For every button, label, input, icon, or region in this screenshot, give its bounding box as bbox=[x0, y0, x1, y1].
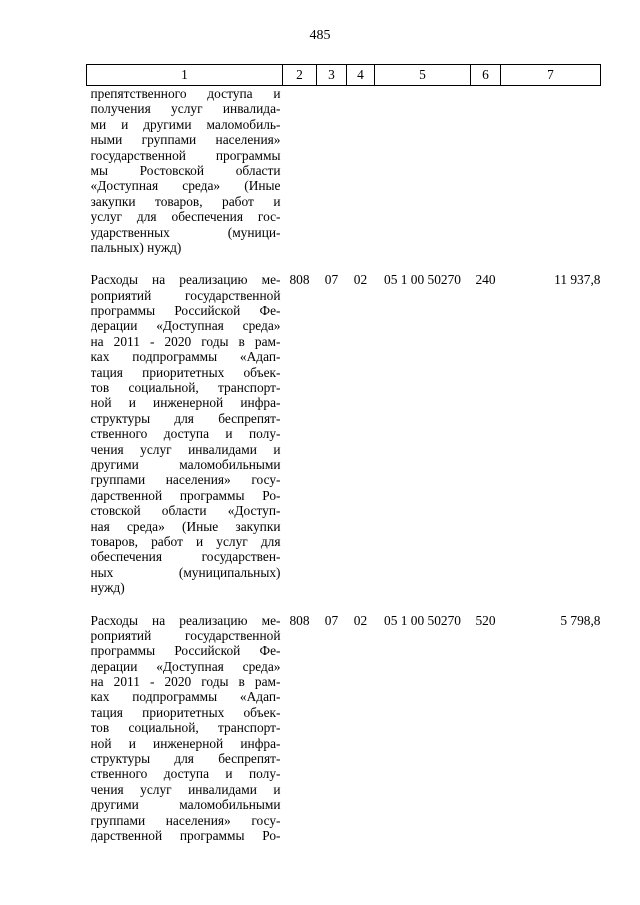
description-line: группами населения» госу- bbox=[90, 812, 281, 828]
cell-target-article: 05 1 00 50270 bbox=[384, 612, 461, 628]
row-description bbox=[87, 272, 283, 612]
description-line: ственного доступа и полу- bbox=[90, 766, 281, 782]
cell-subsection: 02 bbox=[353, 272, 368, 288]
description-line: чения услуг инвалидами и bbox=[90, 441, 281, 457]
cell-amount: 5 798,8 bbox=[560, 612, 601, 628]
cell-ministry: 808 bbox=[289, 272, 310, 288]
description-line: государственной программы bbox=[90, 147, 281, 163]
column-header-2: 2 bbox=[283, 65, 317, 86]
description-line: на 2011 - 2020 годы в рам- bbox=[90, 333, 281, 349]
description-line: получения услуг инвалида- bbox=[90, 101, 281, 117]
description-line: другими маломобильными bbox=[90, 797, 281, 813]
description-line: тов социальной, транспорт- bbox=[90, 720, 281, 736]
description-line: группами населения» госу- bbox=[90, 472, 281, 488]
row-description bbox=[87, 613, 283, 844]
column-header-7: 7 bbox=[501, 65, 601, 86]
budget-table bbox=[86, 64, 601, 843]
description-line: ной и инженерной инфра- bbox=[90, 735, 281, 751]
cell-target-article: 05 1 00 50270 bbox=[384, 272, 461, 288]
cell-expense-type: 240 bbox=[475, 272, 496, 288]
description-line: тация приоритетных объек- bbox=[90, 704, 281, 720]
cell-amount bbox=[501, 86, 601, 273]
description-line: тация приоритетных объек- bbox=[90, 364, 281, 380]
cell-subsection bbox=[347, 86, 375, 273]
description-line: препятственного доступа и bbox=[90, 86, 281, 101]
description-line: программы Российской Фе- bbox=[90, 643, 281, 659]
row-description bbox=[87, 86, 283, 273]
description-line: нужд) bbox=[90, 580, 125, 596]
cell-section: 07 bbox=[324, 612, 339, 628]
description-line: ударственных (муници- bbox=[90, 224, 281, 240]
description-line: стовской области «Доступ- bbox=[90, 503, 281, 519]
column-header-3: 3 bbox=[317, 65, 347, 86]
table-header-row bbox=[87, 65, 601, 86]
description-line: роприятий государственной bbox=[90, 627, 281, 643]
description-line: роприятий государственной bbox=[90, 287, 281, 303]
description-line: ми и другими маломобиль- bbox=[90, 116, 281, 132]
cell-ministry: 808 bbox=[289, 612, 310, 628]
description-line: пальных) нужд) bbox=[90, 239, 182, 255]
cell-expense-type bbox=[471, 86, 501, 273]
description-line: на 2011 - 2020 годы в рам- bbox=[90, 674, 281, 690]
description-line: другими маломобильными bbox=[90, 456, 281, 472]
description-line: товаров, работ и услуг для bbox=[90, 533, 281, 549]
cell-amount: 11 937,8 bbox=[554, 272, 601, 288]
description-line: закупки товаров, работ и bbox=[90, 193, 281, 209]
table-row bbox=[87, 86, 601, 273]
description-line: «Доступная среда» (Иные bbox=[90, 178, 281, 194]
description-line: дерации «Доступная среда» bbox=[90, 658, 281, 674]
description-line: мы Ростовской области bbox=[90, 162, 281, 178]
description-line: ках подпрограммы «Адап- bbox=[90, 349, 281, 365]
description-line: тов социальной, транспорт- bbox=[90, 380, 281, 396]
description-line: программы Российской Фе- bbox=[90, 303, 281, 319]
column-header-6: 6 bbox=[471, 65, 501, 86]
description-line: ных (муниципальных) bbox=[90, 564, 281, 580]
table-row bbox=[87, 272, 601, 612]
description-line: ными группами населения» bbox=[90, 132, 281, 148]
description-line: услуг для обеспечения гос- bbox=[90, 209, 281, 225]
description-line: ная среда» (Иные закупки bbox=[90, 518, 281, 534]
column-header-5: 5 bbox=[375, 65, 471, 86]
cell-expense-type: 520 bbox=[475, 612, 496, 628]
page-number: 485 bbox=[309, 28, 331, 43]
cell-section: 07 bbox=[324, 272, 339, 288]
description-line: структуры для беспрепят- bbox=[90, 410, 281, 426]
description-line: структуры для беспрепят- bbox=[90, 751, 281, 767]
cell-subsection: 02 bbox=[353, 612, 368, 628]
description-line: ной и инженерной инфра- bbox=[90, 395, 281, 411]
description-line: дарственной программы Ро- bbox=[90, 827, 281, 843]
cell-section bbox=[317, 86, 347, 273]
description-line: ственного доступа и полу- bbox=[90, 426, 281, 442]
column-header-1: 1 bbox=[87, 65, 283, 86]
description-line: Расходы на реализацию ме- bbox=[90, 272, 281, 288]
description-line: чения услуг инвалидами и bbox=[90, 781, 281, 797]
column-header-4: 4 bbox=[347, 65, 375, 86]
description-line: Расходы на реализацию ме- bbox=[90, 612, 281, 628]
description-line: дерации «Доступная среда» bbox=[90, 318, 281, 334]
description-line: обеспечения государствен- bbox=[90, 549, 281, 565]
description-line: ках подпрограммы «Адап- bbox=[90, 689, 281, 705]
table-row bbox=[87, 613, 601, 844]
description-line: дарственной программы Ро- bbox=[90, 487, 281, 503]
cell-ministry bbox=[283, 86, 317, 273]
cell-target-article bbox=[375, 86, 471, 273]
